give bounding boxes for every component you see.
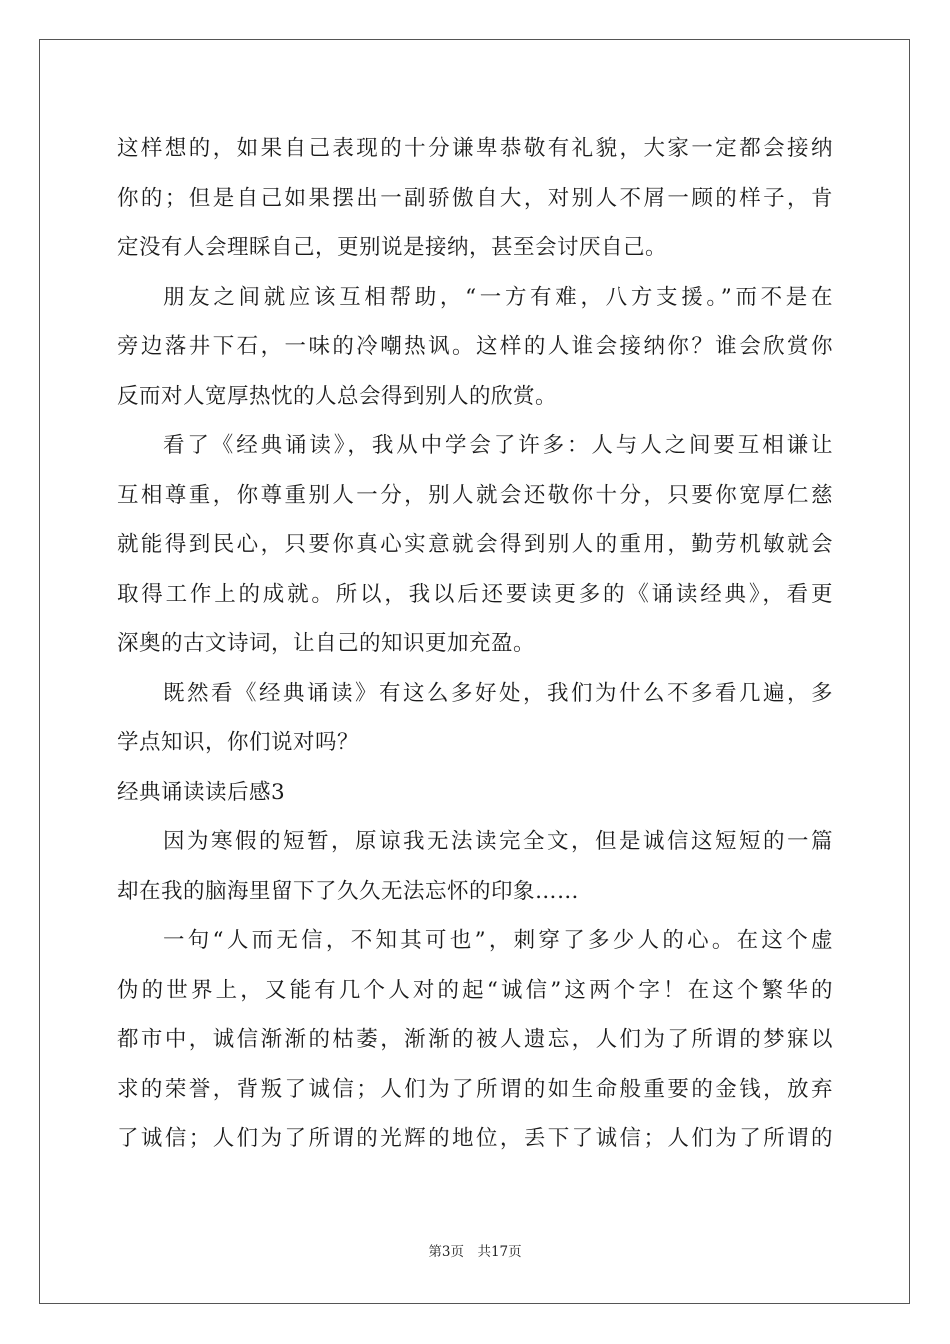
paragraph-line: 互相尊重，你尊重别人一分，别人就会还敬你十分，只要你宽厚仁慈 [117,482,833,508]
paragraph-line: 求的荣誉，背叛了诚信；人们为了所谓的如生命般重要的金钱，放弃 [117,1076,833,1102]
section-heading: 经典诵读读后感3 [117,779,286,805]
paragraph-line: 既然看《经典诵读》有这么多好处，我们为什么不多看几遍，多 [163,680,833,706]
paragraph-line: 深奥的古文诗词，让自己的知识更加充盈。 [117,631,536,656]
paragraph-line: 你的；但是自己如果摆出一副骄傲自大，对别人不屑一顾的样子，肯 [117,185,833,211]
paragraph-line: 一句“人而无信，不知其可也”，刺穿了多少人的心。在这个虚 [163,928,833,953]
paragraph-line: 这样想的，如果自己表现的十分谦卑恭敬有礼貌，大家一定都会接纳 [117,136,833,161]
paragraph-line: 反而对人宽厚热忱的人总会得到别人的欣赏。 [117,383,558,409]
paragraph-line: 朋友之间就应该互相帮助，“一方有难，八方支援。”而不是在 [163,284,833,310]
paragraph-line: 都市中，诚信渐渐的枯萎，渐渐的被人遗忘，人们为了所谓的梦寐以 [117,1027,833,1052]
paragraph-line: 因为寒假的短暂，原谅我无法读完全文，但是诚信这短短的一篇 [163,829,833,854]
paragraph-line: 看了《经典诵读》，我从中学会了许多：人与人之间要互相谦让 [163,433,833,458]
paragraph-line: 学点知识，你们说对吗？ [117,730,360,755]
paragraph-line: 了诚信；人们为了所谓的光辉的地位，丢下了诚信；人们为了所谓的 [117,1126,833,1151]
document-body [117,124,833,1164]
paragraph-line: 却在我的脑海里留下了久久无法忘怀的印象…… [117,878,580,904]
paragraph-line: 伪的世界上，又能有几个人对的起“诚信”这两个字！在这个繁华的 [117,977,833,1003]
page-number-footer: 第3页 共17页 [428,1244,522,1260]
paragraph-line: 旁边落井下石，一味的冷嘲热讽。这样的人谁会接纳你？谁会欣赏你 [117,334,833,359]
paragraph-line: 就能得到民心，只要你真心实意就会得到别人的重用，勤劳机敏就会 [117,532,833,557]
paragraph-line: 取得工作上的成就。所以，我以后还要读更多的《诵读经典》，看更 [117,581,833,607]
paragraph-line: 定没有人会理睬自己，更别说是接纳，甚至会讨厌自己。 [117,235,668,260]
